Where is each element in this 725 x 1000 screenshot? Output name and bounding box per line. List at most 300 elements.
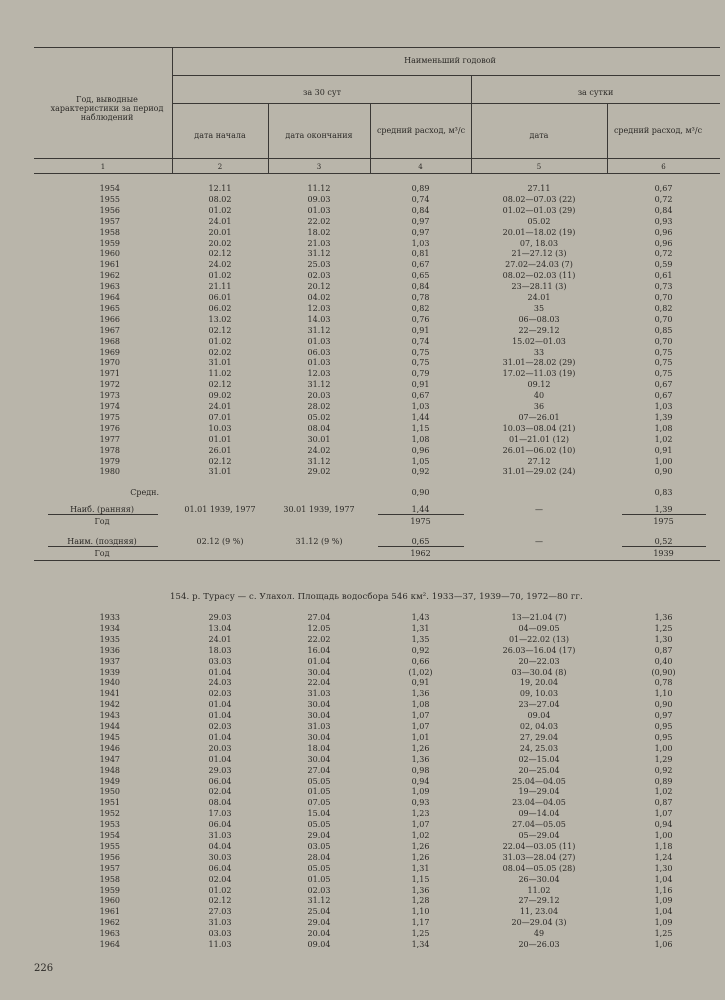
cell-avgday: 0,90 bbox=[654, 467, 673, 477]
cell-end: 09.04 bbox=[307, 940, 331, 949]
cell-avg30: 0,66 bbox=[411, 656, 430, 666]
cell-year: 1949 bbox=[99, 776, 120, 786]
cell-start: 02.12 bbox=[208, 456, 232, 466]
cell-year: 1948 bbox=[99, 765, 120, 775]
cell-year: 1944 bbox=[99, 722, 120, 731]
cell-year: 1934 bbox=[99, 623, 120, 633]
cell-avgday: 0,70 bbox=[654, 336, 673, 346]
cell-date: 49 bbox=[533, 929, 545, 939]
cell-end: 30.04 bbox=[307, 732, 331, 742]
cell-start: 13.02 bbox=[208, 314, 232, 324]
cell-end: 30.04 bbox=[307, 667, 331, 677]
cell-year: 1965 bbox=[99, 303, 120, 313]
cell-year: 1957 bbox=[99, 863, 120, 873]
cell-end: 18.04 bbox=[307, 743, 331, 753]
cell-start: 03.03 bbox=[208, 929, 232, 939]
cell-avg30: 0,91 bbox=[411, 325, 430, 335]
cell-year: 1963 bbox=[99, 929, 120, 939]
cell-year: 1975 bbox=[99, 412, 120, 422]
cell-end: 04.02 bbox=[307, 293, 331, 302]
column-number-2: 2 bbox=[217, 163, 223, 171]
cell-year: 1958 bbox=[99, 227, 120, 237]
cell-avg30: 0,97 bbox=[411, 227, 430, 237]
header-col-date: дата bbox=[529, 131, 549, 140]
cell-avgday: 0,96 bbox=[654, 227, 673, 237]
cell-year: 1962 bbox=[99, 918, 120, 928]
min-end: 31.12 (9 %) bbox=[295, 537, 343, 546]
cell-start: 01.04 bbox=[208, 667, 232, 677]
cell-avg30: 1,23 bbox=[411, 809, 430, 819]
cell-start: 08.02 bbox=[208, 194, 232, 204]
cell-year: 1955 bbox=[99, 194, 120, 204]
cell-date: 23.04—04.05 bbox=[512, 798, 566, 808]
cell-year: 1959 bbox=[99, 885, 120, 895]
cell-avg30: 1,26 bbox=[411, 841, 430, 851]
cell-date: 27.12 bbox=[527, 456, 551, 466]
cell-date: 17.02—11.03 (19) bbox=[502, 369, 576, 379]
header-col-start: дата начала bbox=[194, 131, 246, 140]
col-divider-1 bbox=[172, 47, 173, 174]
min-rule-30 bbox=[378, 546, 464, 547]
cell-avg30: 1,09 bbox=[411, 787, 430, 797]
cell-end: 12.05 bbox=[307, 623, 331, 633]
min-rule-day bbox=[622, 546, 706, 547]
cell-start: 24.02 bbox=[208, 260, 232, 270]
cell-end: 24.02 bbox=[307, 445, 331, 455]
cell-start: 02.03 bbox=[208, 722, 232, 731]
cell-end: 31.12 bbox=[307, 325, 331, 335]
cell-avg30: 1,25 bbox=[411, 929, 430, 939]
cell-start: 06.04 bbox=[208, 820, 232, 830]
cell-start: 10.03 bbox=[208, 423, 232, 433]
cell-year: 1969 bbox=[99, 347, 120, 357]
cell-year: 1959 bbox=[99, 238, 120, 248]
cell-avg30: 0,67 bbox=[411, 391, 430, 401]
column-number-3: 3 bbox=[316, 163, 322, 171]
cell-avgday: 0,91 bbox=[654, 445, 673, 455]
cell-end: 05.02 bbox=[307, 412, 331, 422]
cell-date: 07, 18.03 bbox=[519, 238, 559, 248]
column-number-6: 6 bbox=[661, 163, 666, 171]
cell-avgday: 1,04 bbox=[654, 874, 673, 884]
cell-date: 13—21.04 (7) bbox=[511, 613, 567, 622]
cell-avgday: 1,06 bbox=[654, 940, 673, 949]
cell-start: 11.02 bbox=[208, 369, 232, 379]
cell-end: 09.03 bbox=[307, 194, 331, 204]
cell-avgday: 0,72 bbox=[654, 249, 673, 259]
cell-avgday: 0,89 bbox=[654, 776, 673, 786]
cell-end: 30.01 bbox=[307, 434, 331, 444]
cell-start: 21.11 bbox=[208, 282, 232, 292]
cell-start: 30.03 bbox=[208, 852, 232, 862]
cell-avg30: 0,79 bbox=[411, 369, 430, 379]
cell-avg30: 0,92 bbox=[411, 645, 430, 655]
cell-year: 1935 bbox=[99, 634, 120, 644]
cell-year: 1953 bbox=[99, 820, 120, 830]
cell-avg30: 1,36 bbox=[411, 689, 430, 699]
cell-avg30: 0,96 bbox=[411, 445, 430, 455]
cell-avgday: 0,61 bbox=[654, 271, 673, 281]
table-bottom-rule bbox=[34, 560, 720, 561]
cell-year: 1954 bbox=[99, 831, 120, 840]
cell-avg30: 1,02 bbox=[411, 831, 430, 840]
max-year-label: Год bbox=[94, 517, 110, 526]
cell-avgday: 0,73 bbox=[654, 282, 673, 292]
cell-date: 09.04 bbox=[527, 711, 551, 721]
cell-avgday: 0,75 bbox=[654, 358, 673, 368]
cell-year: 1964 bbox=[99, 293, 120, 302]
header-col-avg30: средний расход, м³/с bbox=[376, 126, 466, 135]
cell-year: 1979 bbox=[99, 456, 120, 466]
cell-year: 1956 bbox=[99, 852, 120, 862]
cell-end: 31.12 bbox=[307, 896, 331, 906]
cell-end: 01.05 bbox=[307, 787, 331, 797]
cell-avg30: 1,10 bbox=[411, 907, 430, 917]
cell-start: 17.03 bbox=[208, 809, 232, 819]
cell-year: 1942 bbox=[99, 700, 120, 710]
column-number-rule bbox=[34, 173, 720, 174]
cell-year: 1937 bbox=[99, 656, 120, 666]
cell-avg30: 0,67 bbox=[411, 260, 430, 270]
cell-end: 01.03 bbox=[307, 205, 331, 215]
min-yearday: 1939 bbox=[653, 549, 674, 558]
cell-avg30: 0,89 bbox=[411, 184, 430, 193]
cell-avgday: 0,94 bbox=[654, 820, 673, 830]
cell-year: 1963 bbox=[99, 282, 120, 292]
cell-end: 31.03 bbox=[307, 722, 331, 731]
cell-year: 1940 bbox=[99, 678, 120, 688]
cell-end: 20.03 bbox=[307, 391, 331, 401]
cell-year: 1970 bbox=[99, 358, 120, 368]
cell-end: 28.04 bbox=[307, 852, 331, 862]
min-rule bbox=[48, 546, 158, 547]
cell-end: 28.02 bbox=[307, 402, 331, 411]
cell-end: 06.03 bbox=[307, 347, 331, 357]
cell-end: 12.03 bbox=[307, 303, 331, 313]
cell-avg30: 0,93 bbox=[411, 798, 430, 808]
cell-date: 11.02 bbox=[527, 885, 551, 895]
cell-date: 09.12 bbox=[527, 380, 551, 390]
cell-date: 20—26.03 bbox=[518, 940, 560, 949]
cell-end: 25.04 bbox=[307, 907, 331, 917]
cell-avg30: 1,44 bbox=[411, 412, 430, 422]
cell-avgday: 0,97 bbox=[654, 711, 673, 721]
cell-avgday: 0,75 bbox=[654, 369, 673, 379]
cell-date: 35 bbox=[533, 303, 545, 313]
cell-start: 01.04 bbox=[208, 754, 232, 764]
cell-avg30: (1,02) bbox=[408, 667, 433, 677]
cell-end: 29.02 bbox=[307, 467, 331, 477]
max-end: 30.01 1939, 1977 bbox=[283, 505, 355, 514]
cell-date: 19—29.04 bbox=[518, 787, 560, 797]
cell-end: 27.04 bbox=[307, 765, 331, 775]
cell-date: 01—22.02 (13) bbox=[508, 634, 570, 644]
header-group-title: Наименьший годовой bbox=[404, 56, 496, 65]
cell-start: 03.03 bbox=[208, 656, 232, 666]
cell-date: 05—29.04 bbox=[518, 831, 560, 840]
cell-avgday: 0,40 bbox=[654, 656, 673, 666]
cell-start: 31.01 bbox=[208, 467, 232, 477]
cell-date: 27.02—24.03 (7) bbox=[505, 260, 573, 270]
cell-avgday: 0,70 bbox=[654, 314, 673, 324]
cell-start: 01.04 bbox=[208, 732, 232, 742]
cell-date: 31.01—28.02 (29) bbox=[502, 358, 576, 368]
cell-start: 07.01 bbox=[208, 412, 232, 422]
cell-avg30: 1,17 bbox=[411, 918, 430, 928]
cell-avgday: 1,09 bbox=[654, 918, 673, 928]
cell-year: 1960 bbox=[99, 249, 120, 259]
cell-date: 07—26.01 bbox=[518, 412, 560, 422]
cell-avg30: 1,28 bbox=[411, 896, 430, 906]
cell-start: 24.01 bbox=[208, 402, 232, 411]
cell-end: 15.04 bbox=[307, 809, 331, 819]
cell-end: 11.12 bbox=[307, 184, 331, 193]
cell-start: 02.12 bbox=[208, 896, 232, 906]
cell-avgday: 0,84 bbox=[654, 205, 673, 215]
cell-start: 02.12 bbox=[208, 249, 232, 259]
cell-avgday: 1,39 bbox=[654, 412, 673, 422]
cell-year: 1962 bbox=[99, 271, 120, 281]
cell-avgday: 0,92 bbox=[654, 765, 673, 775]
cell-avgday: (0,90) bbox=[651, 667, 676, 677]
cell-date: 11, 23.04 bbox=[519, 907, 559, 917]
cell-avg30: 1,15 bbox=[411, 423, 430, 433]
min-label: Наим. (поздняя) bbox=[67, 537, 137, 546]
cell-start: 02.03 bbox=[208, 689, 232, 699]
cell-date: 27.11 bbox=[527, 184, 551, 193]
cell-date: 24, 25.03 bbox=[519, 743, 559, 753]
cell-end: 05.05 bbox=[307, 820, 331, 830]
cell-avg30: 1,03 bbox=[411, 402, 430, 411]
cell-start: 02.04 bbox=[208, 787, 232, 797]
header-col-end: дата окончания bbox=[285, 131, 353, 140]
max-start: 01.01 1939, 1977 bbox=[184, 505, 256, 514]
cell-date: 09—14.04 bbox=[518, 809, 560, 819]
header-col-avgday: средний расход, м³/с bbox=[613, 126, 703, 135]
cell-date: 08.04—05.05 (28) bbox=[502, 863, 576, 873]
cell-end: 22.04 bbox=[307, 678, 331, 688]
cell-avg30: 1,08 bbox=[411, 700, 430, 710]
cell-avgday: 0,78 bbox=[654, 678, 673, 688]
cell-end: 29.04 bbox=[307, 831, 331, 840]
min-avg30: 0,65 bbox=[411, 537, 430, 546]
min-date: — bbox=[535, 537, 543, 546]
cell-year: 1958 bbox=[99, 874, 120, 884]
cell-avgday: 0,72 bbox=[654, 194, 673, 204]
cell-avg30: 1,31 bbox=[411, 863, 430, 873]
cell-avgday: 0,67 bbox=[654, 391, 673, 401]
mean-avg30: 0,90 bbox=[411, 488, 430, 497]
mean-label: Средн. bbox=[130, 488, 159, 497]
cell-start: 01.02 bbox=[208, 271, 232, 281]
cell-avgday: 1,00 bbox=[654, 456, 673, 466]
cell-date: 06—08.03 bbox=[518, 314, 560, 324]
cell-avgday: 0,93 bbox=[654, 216, 673, 226]
cell-year: 1936 bbox=[99, 645, 120, 655]
max-rule bbox=[48, 514, 158, 515]
cell-year: 1972 bbox=[99, 380, 120, 390]
table-top-rule bbox=[34, 47, 720, 48]
cell-avg30: 1,08 bbox=[411, 434, 430, 444]
cell-date: 23—27.04 bbox=[518, 700, 560, 710]
cell-avg30: 0,78 bbox=[411, 293, 430, 302]
max-yearday: 1975 bbox=[653, 517, 674, 526]
cell-start: 01.01 bbox=[208, 434, 232, 444]
column-number-1: 1 bbox=[100, 163, 106, 171]
cell-date: 04—09.05 bbox=[518, 623, 560, 633]
cell-end: 05.05 bbox=[307, 863, 331, 873]
cell-avgday: 1,02 bbox=[654, 434, 673, 444]
cell-year: 1968 bbox=[99, 336, 120, 346]
cell-date: 10.03—08.04 (21) bbox=[502, 423, 576, 433]
cell-date: 20—29.04 (3) bbox=[511, 918, 567, 928]
cell-date: 08.02—02.03 (11) bbox=[502, 271, 576, 281]
subgroup-rule bbox=[172, 103, 720, 104]
cell-date: 19, 20.04 bbox=[519, 678, 559, 688]
cell-avgday: 1,08 bbox=[654, 423, 673, 433]
cell-year: 1967 bbox=[99, 325, 120, 335]
cell-date: 26.03—16.04 (17) bbox=[502, 645, 576, 655]
cell-avgday: 0,87 bbox=[654, 798, 673, 808]
cell-avgday: 1,30 bbox=[654, 863, 673, 873]
cell-date: 24.01 bbox=[527, 293, 551, 302]
cell-year: 1964 bbox=[99, 940, 120, 949]
cell-avg30: 1,31 bbox=[411, 623, 430, 633]
cell-year: 1954 bbox=[99, 184, 120, 193]
column-number-4: 4 bbox=[418, 163, 423, 171]
cell-avg30: 1,43 bbox=[411, 613, 430, 622]
cell-avgday: 1,16 bbox=[654, 885, 673, 895]
cell-date: 22—29.12 bbox=[518, 325, 560, 335]
cell-start: 01.02 bbox=[208, 205, 232, 215]
cell-date: 31.03—28.04 (27) bbox=[502, 852, 576, 862]
cell-end: 31.12 bbox=[307, 380, 331, 390]
cell-date: 25.04—04.05 bbox=[512, 776, 566, 786]
cell-avg30: 1,36 bbox=[411, 754, 430, 764]
cell-year: 1978 bbox=[99, 445, 120, 455]
cell-start: 02.02 bbox=[208, 347, 232, 357]
cell-end: 08.04 bbox=[307, 423, 331, 433]
cell-start: 20.01 bbox=[208, 227, 232, 237]
cell-year: 1974 bbox=[99, 402, 120, 411]
cell-start: 29.03 bbox=[208, 765, 232, 775]
cell-start: 20.02 bbox=[208, 238, 232, 248]
cell-avgday: 1,36 bbox=[654, 613, 673, 622]
cell-avgday: 1,10 bbox=[654, 689, 673, 699]
cell-start: 06.01 bbox=[208, 293, 232, 302]
cell-start: 31.01 bbox=[208, 358, 232, 368]
cell-avg30: 1,01 bbox=[411, 732, 430, 742]
cell-end: 12.03 bbox=[307, 369, 331, 379]
cell-date: 27.04—05.05 bbox=[512, 820, 566, 830]
cell-start: 02.04 bbox=[208, 874, 232, 884]
cell-avgday: 1,00 bbox=[654, 743, 673, 753]
cell-avgday: 1,04 bbox=[654, 907, 673, 917]
cell-avgday: 0,85 bbox=[654, 325, 673, 335]
page-number: 226 bbox=[34, 963, 54, 974]
min-year30: 1962 bbox=[410, 549, 431, 558]
max-year30: 1975 bbox=[410, 517, 431, 526]
cell-year: 1957 bbox=[99, 216, 120, 226]
cell-avgday: 1,18 bbox=[654, 841, 673, 851]
cell-start: 01.02 bbox=[208, 885, 232, 895]
cell-start: 11.03 bbox=[208, 940, 232, 949]
cell-end: 25.03 bbox=[307, 260, 331, 270]
cell-avg30: 0,74 bbox=[411, 194, 430, 204]
cell-avgday: 1,07 bbox=[654, 809, 673, 819]
cell-date: 23—28.11 (3) bbox=[511, 282, 567, 292]
cell-end: 31.03 bbox=[307, 689, 331, 699]
cell-avgday: 1,02 bbox=[654, 787, 673, 797]
cell-end: 02.03 bbox=[307, 885, 331, 895]
cell-date: 33 bbox=[533, 347, 545, 357]
cell-avg30: 1,07 bbox=[411, 820, 430, 830]
cell-date: 02—15.04 bbox=[518, 754, 560, 764]
cell-end: 14.03 bbox=[307, 314, 331, 324]
cell-date: 20—22.03 bbox=[518, 656, 560, 666]
max-label: Наиб. (ранняя) bbox=[70, 505, 134, 514]
cell-date: 01—21.01 (12) bbox=[508, 434, 570, 444]
cell-avgday: 0,67 bbox=[654, 184, 673, 193]
cell-avg30: 1,35 bbox=[411, 634, 430, 644]
cell-avgday: 0,75 bbox=[654, 347, 673, 357]
cell-year: 1946 bbox=[99, 743, 120, 753]
max-avg30: 1,44 bbox=[411, 505, 430, 514]
cell-end: 18.02 bbox=[307, 227, 331, 237]
cell-avg30: 0,75 bbox=[411, 347, 430, 357]
cell-start: 31.03 bbox=[208, 831, 232, 840]
cell-year: 1947 bbox=[99, 754, 120, 764]
cell-avg30: 0,82 bbox=[411, 303, 430, 313]
max-avgday: 1,39 bbox=[654, 505, 673, 514]
cell-avgday: 1,09 bbox=[654, 896, 673, 906]
cell-year: 1961 bbox=[99, 260, 120, 270]
cell-year: 1971 bbox=[99, 369, 120, 379]
cell-avg30: 0,94 bbox=[411, 776, 430, 786]
header-sub30: за 30 сут bbox=[302, 88, 341, 97]
cell-year: 1977 bbox=[99, 434, 120, 444]
max-date: — bbox=[535, 505, 543, 514]
cell-start: 04.04 bbox=[208, 841, 232, 851]
cell-avgday: 1,24 bbox=[654, 852, 673, 862]
cell-end: 03.05 bbox=[307, 841, 331, 851]
cell-avgday: 0,90 bbox=[654, 700, 673, 710]
cell-date: 08.02—07.03 (22) bbox=[502, 194, 576, 204]
cell-start: 29.03 bbox=[208, 613, 232, 622]
header-rule bbox=[34, 158, 720, 159]
cell-end: 22.02 bbox=[307, 634, 331, 644]
cell-end: 20.04 bbox=[307, 929, 331, 939]
cell-end: 07.05 bbox=[307, 798, 331, 808]
cell-start: 18.03 bbox=[208, 645, 232, 655]
cell-avg30: 0,91 bbox=[411, 380, 430, 390]
cell-end: 16.04 bbox=[307, 645, 331, 655]
min-year-label: Год bbox=[94, 549, 110, 558]
cell-avg30: 1,07 bbox=[411, 722, 430, 731]
cell-date: 27—29.12 bbox=[518, 896, 560, 906]
min-avgday: 0,52 bbox=[654, 537, 673, 546]
cell-start: 24.01 bbox=[208, 634, 232, 644]
cell-end: 02.03 bbox=[307, 271, 331, 281]
cell-avg30: 1,36 bbox=[411, 885, 430, 895]
cell-avgday: 0,59 bbox=[654, 260, 673, 270]
cell-end: 30.04 bbox=[307, 700, 331, 710]
cell-avg30: 0,75 bbox=[411, 358, 430, 368]
cell-date: 15.02—01.03 bbox=[512, 336, 566, 346]
cell-avg30: 1,03 bbox=[411, 238, 430, 248]
cell-year: 1955 bbox=[99, 841, 120, 851]
cell-end: 01.05 bbox=[307, 874, 331, 884]
